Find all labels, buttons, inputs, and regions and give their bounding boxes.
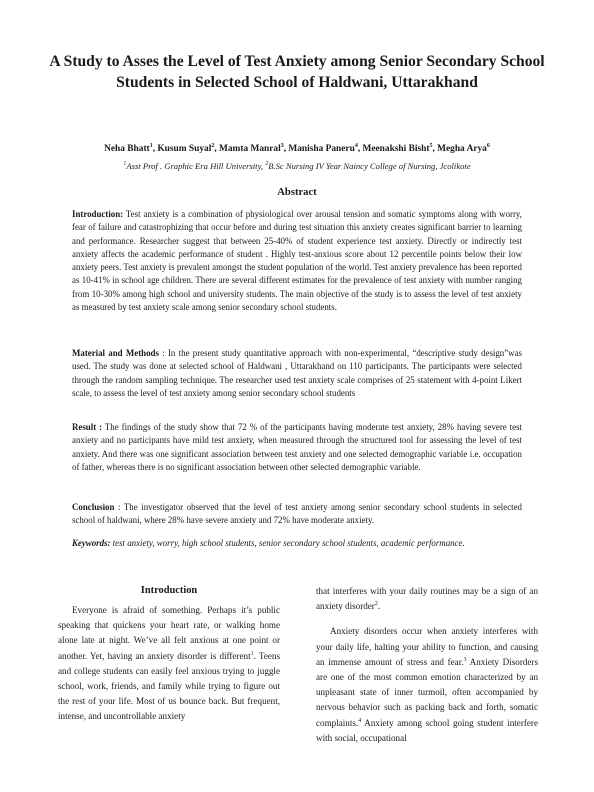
citation-ref: 1 (250, 650, 254, 657)
abstract-results-label: Result : (72, 422, 103, 432)
author-name: Megha Arya (437, 144, 487, 154)
affiliation-text: Asst Prof . Graphic Era Hill University, (126, 161, 266, 171)
author-list: Neha Bhatt$^1$, Kusum Suyal$^2$, Mamta Manral$^3$, Manisha Paneru$^4$, Meenakshi Bisht$^5$, Megha Arya$^6$ (104, 142, 490, 154)
abstract-methods (72, 347, 522, 400)
body-paragraph: Everyone is afraid of something. Perhaps it’s public speaking that quickens your heart rate, or walking home alone late at night. We’ve all felt anxious at one point or another. Yet, having an anxiety disorder is different$^1$. Teens and college students can easily feel anxious trying to juggle school, work, friends, and family while trying to figure out the rest of your life. Most of us bounce back. But frequent, intense, and uncontrollable anxiety (58, 605, 280, 722)
abstract-introduction-text: Test anxiety is a combination of physiological over arousal tension and somatic symptoms along with worry, fear of failure and catastrophizing that occur before and during test situation this anxiety creates significant barrier to learning and performance. Researcher suggest that between 25-40% of student experience test anxiety. Directly or indirectly test anxiety affects the academic performance of student . Highly test-anxious score about 12 percentile points below their low anxiety peers. Test anxiety is prevalent amongst the student population of the world. Test anxiety prevalence has been reported as 10-41% in school age children. There are several different estimates for the prevalence of test anxiety with number ranging from 10-30% among high school and university students. The main objective of the study is to assess the level of test anxiety as measured by test anxiety scale among senior secondary school students. (72, 209, 522, 313)
author-affiliation-number: 1 (149, 142, 153, 149)
author-name: Mamta Manral (219, 144, 281, 154)
citation-ref: 4 (358, 717, 362, 724)
author-affiliation-number: 6 (486, 142, 490, 149)
affiliation-text: B.Sc Nursing IV Year Naincy College of Nursing, Jcolikote (268, 161, 471, 171)
abstract-conclusion-label: Conclusion (72, 502, 115, 512)
citation-ref: 3 (463, 656, 467, 663)
keywords (72, 537, 522, 550)
affiliation-number: 1 (123, 161, 127, 168)
abstract-methods-label: Material and Methods (72, 348, 159, 358)
author-affiliation-number: 3 (280, 142, 284, 149)
abstract-conclusion (72, 501, 522, 528)
author-affiliation-number: 4 (354, 142, 358, 149)
paper-title: A Study to Asses the Level of Test Anxiety among Senior Secondary School Students in Selected School of Haldwani, Uttarakhand (49, 53, 545, 91)
body-column-left (58, 584, 280, 725)
introduction-heading: Introduction (140, 585, 198, 596)
author-affiliations (30, 160, 564, 172)
abstract-results (72, 421, 522, 474)
affiliation-number: 2 (265, 161, 269, 168)
abstract-introduction-label: Introduction: (72, 209, 124, 219)
author-affiliation-number: 2 (211, 142, 215, 149)
author-name: Kusum Suyal (157, 144, 212, 154)
citation-ref: 2 (374, 601, 378, 608)
keywords-text: test anxiety, worry, high school students, senior secondary school students, academic performance. (110, 538, 465, 548)
abstract-introduction (72, 208, 522, 314)
abstract-conclusion-text: : The investigator observed that the level of test anxiety among senior secondary school students in selected school of haldwani, where 28% have severe anxiety and 72% have moderate anxiety. (72, 502, 522, 526)
body-column-right (316, 584, 538, 746)
abstract-results-text: The findings of the study show that 72 % of the participants having moderate test anxiety, 28% having severe test anxiety and no participants have mild test anxiety, when measured through the structured tool for assessing the level of test anxiety. And there was one significant association between test anxiety and one selected demographic variable i.e. occupation of father, whereas there is no significant association between other selected demographic variable. (72, 422, 522, 472)
keywords-label: Keywords: (72, 538, 111, 548)
body-paragraph: that interferes with your daily routines may be a sign of an anxiety disorder$^2$. (316, 586, 538, 612)
author-name: Meenakshi Bisht (362, 144, 430, 154)
body-paragraph: Anxiety disorders occur when anxiety interferes with your daily life, halting your ability to function, and causing an immense amount of stress and fear.$^3$ Anxiety Disorders are one of the most common emotion characterized by an unpleasant state of inner turmoil, often accompanied by nervous behavior such as packing back and forth, somatic complaints.$^4$ Anxiety among school going student interfere with social, occupational (316, 626, 539, 743)
author-affiliation-number: 5 (429, 142, 433, 149)
abstract-methods-text: : In the present study quantitative approach with non-experimental, “descriptive study design”was used. The study was done at selected school of Haldwani , Uttarakhand on 110 participants. The participants were selected through the random sampling technique. The researcher used test anxiety scale comprises of 25 statement with 4-point Likert scale, to assess the level of test anxiety among senior secondary school students (72, 348, 522, 398)
author-name: Manisha Paneru (288, 144, 355, 154)
abstract-heading: Abstract (277, 187, 317, 198)
author-name: Neha Bhatt (104, 144, 150, 154)
